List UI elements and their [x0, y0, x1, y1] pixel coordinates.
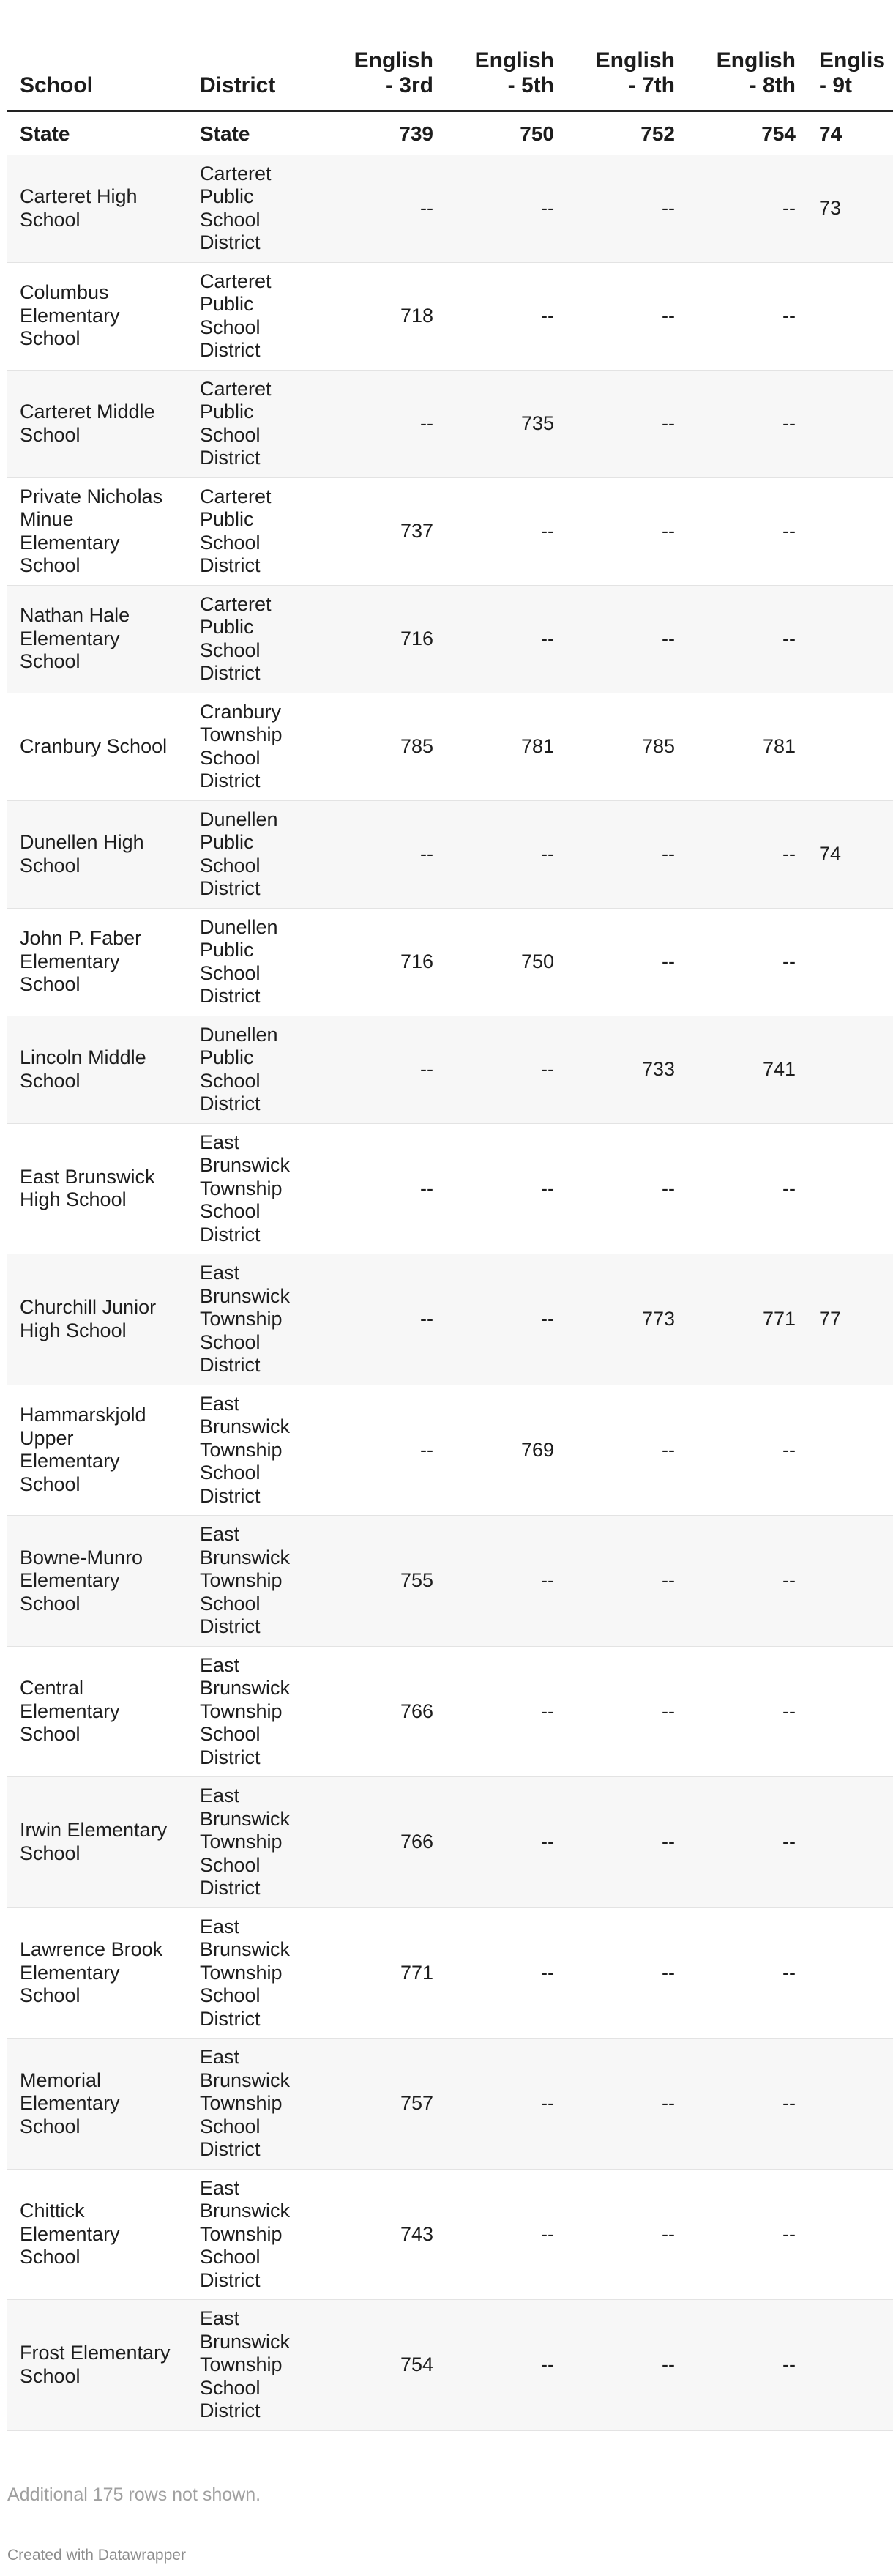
cell-english-5th: --: [444, 1016, 565, 1123]
table-row: [7, 693, 893, 800]
cell-english-3rd: 766: [324, 1777, 444, 1908]
table-row: [7, 1646, 893, 1777]
cell-english-9th: [807, 1016, 893, 1123]
cell-english-5th: 781: [444, 693, 565, 800]
cell-english-7th: --: [565, 2169, 686, 2300]
table-row: [7, 2169, 893, 2300]
cell-english-7th: --: [565, 1907, 686, 2039]
cell-district: East Brunswick Township School District: [187, 1646, 324, 1777]
column-header-english-9th[interactable]: Englis - 9t: [807, 0, 893, 111]
state-cell-english-5th: 750: [444, 111, 565, 155]
cell-district: Dunellen Public School District: [187, 908, 324, 1016]
table-row: [7, 1254, 893, 1385]
cell-district: East Brunswick Township School District: [187, 2169, 324, 2300]
cell-school: Lawrence Brook Elementary School: [7, 1907, 187, 2039]
cell-english-8th: --: [686, 1385, 807, 1516]
table-row: [7, 477, 893, 585]
cell-english-8th: --: [686, 1777, 807, 1908]
column-header-english-3rd[interactable]: English - 3rd: [324, 0, 444, 111]
cell-english-3rd: 757: [324, 2039, 444, 2170]
cell-english-9th: [807, 585, 893, 693]
cell-english-7th: 785: [565, 693, 686, 800]
table-row: [7, 585, 893, 693]
cell-english-7th: --: [565, 1646, 686, 1777]
cell-english-8th: --: [686, 1516, 807, 1647]
cell-english-3rd: 755: [324, 1516, 444, 1647]
cell-district: East Brunswick Township School District: [187, 2300, 324, 2431]
cell-english-8th: 741: [686, 1016, 807, 1123]
cell-english-8th: --: [686, 155, 807, 262]
cell-english-7th: --: [565, 585, 686, 693]
cell-english-7th: --: [565, 2300, 686, 2431]
cell-district: Carteret Public School District: [187, 155, 324, 262]
cell-district: Cranbury Township School District: [187, 693, 324, 800]
table-row: [7, 1907, 893, 2039]
cell-english-9th: [807, 2039, 893, 2170]
cell-english-8th: --: [686, 1907, 807, 2039]
cell-english-5th: --: [444, 2300, 565, 2431]
cell-english-7th: --: [565, 1385, 686, 1516]
cell-english-7th: --: [565, 370, 686, 477]
column-header-english-8th[interactable]: English - 8th: [686, 0, 807, 111]
cell-english-5th: 769: [444, 1385, 565, 1516]
cell-english-5th: --: [444, 1123, 565, 1254]
table-row: [7, 155, 893, 262]
cell-english-3rd: --: [324, 800, 444, 908]
cell-english-9th: [807, 370, 893, 477]
cell-school: Chittick Elementary School: [7, 2169, 187, 2300]
cell-district: East Brunswick Township School District: [187, 1777, 324, 1908]
cell-school: Hammarskjold Upper Elementary School: [7, 1385, 187, 1516]
cell-english-8th: --: [686, 800, 807, 908]
cell-english-5th: --: [444, 1777, 565, 1908]
cell-english-8th: --: [686, 2039, 807, 2170]
column-header-school[interactable]: School: [7, 0, 187, 111]
table-row: [7, 1777, 893, 1908]
cell-school: Central Elementary School: [7, 1646, 187, 1777]
cell-english-7th: --: [565, 1123, 686, 1254]
cell-english-3rd: 754: [324, 2300, 444, 2431]
cell-school: Private Nicholas Minue Elementary School: [7, 477, 187, 585]
cell-english-3rd: --: [324, 155, 444, 262]
table-row: [7, 908, 893, 1016]
cell-district: Dunellen Public School District: [187, 1016, 324, 1123]
cell-english-5th: --: [444, 2169, 565, 2300]
cell-english-5th: --: [444, 2039, 565, 2170]
cell-english-3rd: 737: [324, 477, 444, 585]
cell-english-5th: --: [444, 800, 565, 908]
state-cell-english-7th: 752: [565, 111, 686, 155]
cell-district: East Brunswick Township School District: [187, 2039, 324, 2170]
cell-english-5th: --: [444, 155, 565, 262]
cell-english-8th: 781: [686, 693, 807, 800]
cell-english-8th: --: [686, 2300, 807, 2431]
cell-english-5th: --: [444, 1907, 565, 2039]
cell-district: East Brunswick Township School District: [187, 1385, 324, 1516]
cell-english-5th: --: [444, 477, 565, 585]
cell-english-3rd: --: [324, 370, 444, 477]
cell-district: East Brunswick Township School District: [187, 1907, 324, 2039]
cell-english-9th: [807, 908, 893, 1016]
cell-english-9th: [807, 693, 893, 800]
table-row: [7, 800, 893, 908]
table-row: [7, 1385, 893, 1516]
cell-school: Cranbury School: [7, 693, 187, 800]
cell-school: John P. Faber Elementary School: [7, 908, 187, 1016]
cell-english-7th: --: [565, 2039, 686, 2170]
cell-english-7th: 733: [565, 1016, 686, 1123]
table-row: [7, 1016, 893, 1123]
cell-english-9th: 74: [807, 800, 893, 908]
column-header-district[interactable]: District: [187, 0, 324, 111]
rows-not-shown-note: Additional 175 rows not shown.: [7, 2484, 261, 2505]
data-table: [7, 0, 893, 2431]
cell-english-7th: --: [565, 1777, 686, 1908]
cell-english-3rd: 716: [324, 908, 444, 1016]
cell-english-9th: [807, 2300, 893, 2431]
table-row: [7, 262, 893, 370]
table-row: [7, 2300, 893, 2431]
cell-english-9th: [807, 262, 893, 370]
cell-district: East Brunswick Township School District: [187, 1516, 324, 1647]
cell-english-7th: --: [565, 908, 686, 1016]
cell-school: Churchill Junior High School: [7, 1254, 187, 1385]
cell-english-5th: --: [444, 1516, 565, 1647]
cell-english-9th: [807, 1123, 893, 1254]
cell-english-8th: --: [686, 370, 807, 477]
cell-district: East Brunswick Township School District: [187, 1123, 324, 1254]
datawrapper-credit[interactable]: Created with Datawrapper: [7, 2547, 186, 2564]
cell-english-7th: 773: [565, 1254, 686, 1385]
cell-english-8th: --: [686, 2169, 807, 2300]
cell-district: Carteret Public School District: [187, 262, 324, 370]
header-row: [7, 0, 893, 111]
cell-district: East Brunswick Township School District: [187, 1254, 324, 1385]
cell-english-8th: --: [686, 262, 807, 370]
cell-english-3rd: 766: [324, 1646, 444, 1777]
state-cell-english-8th: 754: [686, 111, 807, 155]
cell-english-9th: [807, 1516, 893, 1647]
cell-english-5th: --: [444, 585, 565, 693]
cell-district: Carteret Public School District: [187, 585, 324, 693]
cell-english-9th: [807, 2169, 893, 2300]
cell-english-5th: --: [444, 1254, 565, 1385]
cell-english-3rd: --: [324, 1254, 444, 1385]
cell-english-3rd: --: [324, 1123, 444, 1254]
column-header-english-5th[interactable]: English - 5th: [444, 0, 565, 111]
cell-english-8th: --: [686, 1646, 807, 1777]
cell-english-5th: 735: [444, 370, 565, 477]
state-cell-english-3rd: 739: [324, 111, 444, 155]
cell-school: Nathan Hale Elementary School: [7, 585, 187, 693]
cell-english-3rd: 716: [324, 585, 444, 693]
cell-english-3rd: 718: [324, 262, 444, 370]
cell-district: Dunellen Public School District: [187, 800, 324, 908]
cell-english-5th: --: [444, 262, 565, 370]
state-cell-district: State: [187, 111, 324, 155]
cell-english-3rd: 771: [324, 1907, 444, 2039]
cell-english-8th: 771: [686, 1254, 807, 1385]
state-cell-school: State: [7, 111, 187, 155]
cell-english-8th: --: [686, 585, 807, 693]
cell-school: East Brunswick High School: [7, 1123, 187, 1254]
cell-english-9th: 73: [807, 155, 893, 262]
cell-school: Carteret High School: [7, 155, 187, 262]
table-row: [7, 370, 893, 477]
cell-school: Irwin Elementary School: [7, 1777, 187, 1908]
cell-english-5th: --: [444, 1646, 565, 1777]
table-row: [7, 1516, 893, 1647]
cell-english-3rd: 785: [324, 693, 444, 800]
cell-school: Frost Elementary School: [7, 2300, 187, 2431]
cell-english-9th: [807, 1385, 893, 1516]
cell-school: Columbus Elementary School: [7, 262, 187, 370]
cell-english-8th: --: [686, 1123, 807, 1254]
cell-school: Lincoln Middle School: [7, 1016, 187, 1123]
cell-english-3rd: 743: [324, 2169, 444, 2300]
cell-english-9th: 77: [807, 1254, 893, 1385]
cell-school: Memorial Elementary School: [7, 2039, 187, 2170]
cell-english-7th: --: [565, 800, 686, 908]
state-row: [7, 111, 893, 155]
cell-school: Dunellen High School: [7, 800, 187, 908]
column-header-english-7th[interactable]: English - 7th: [565, 0, 686, 111]
cell-english-3rd: --: [324, 1385, 444, 1516]
cell-english-9th: [807, 1646, 893, 1777]
table-body: [7, 111, 893, 2431]
cell-district: Carteret Public School District: [187, 370, 324, 477]
cell-english-9th: [807, 1907, 893, 2039]
cell-school: Carteret Middle School: [7, 370, 187, 477]
cell-english-7th: --: [565, 262, 686, 370]
state-cell-english-9th: 74: [807, 111, 893, 155]
cell-english-7th: --: [565, 1516, 686, 1647]
cell-english-7th: --: [565, 477, 686, 585]
table-row: [7, 1123, 893, 1254]
cell-english-7th: --: [565, 155, 686, 262]
cell-district: Carteret Public School District: [187, 477, 324, 585]
cell-english-9th: [807, 477, 893, 585]
cell-english-8th: --: [686, 908, 807, 1016]
table-container: [7, 0, 893, 2431]
cell-english-5th: 750: [444, 908, 565, 1016]
cell-english-3rd: --: [324, 1016, 444, 1123]
cell-english-8th: --: [686, 477, 807, 585]
cell-school: Bowne-Munro Elementary School: [7, 1516, 187, 1647]
cell-english-9th: [807, 1777, 893, 1908]
table-row: [7, 2039, 893, 2170]
